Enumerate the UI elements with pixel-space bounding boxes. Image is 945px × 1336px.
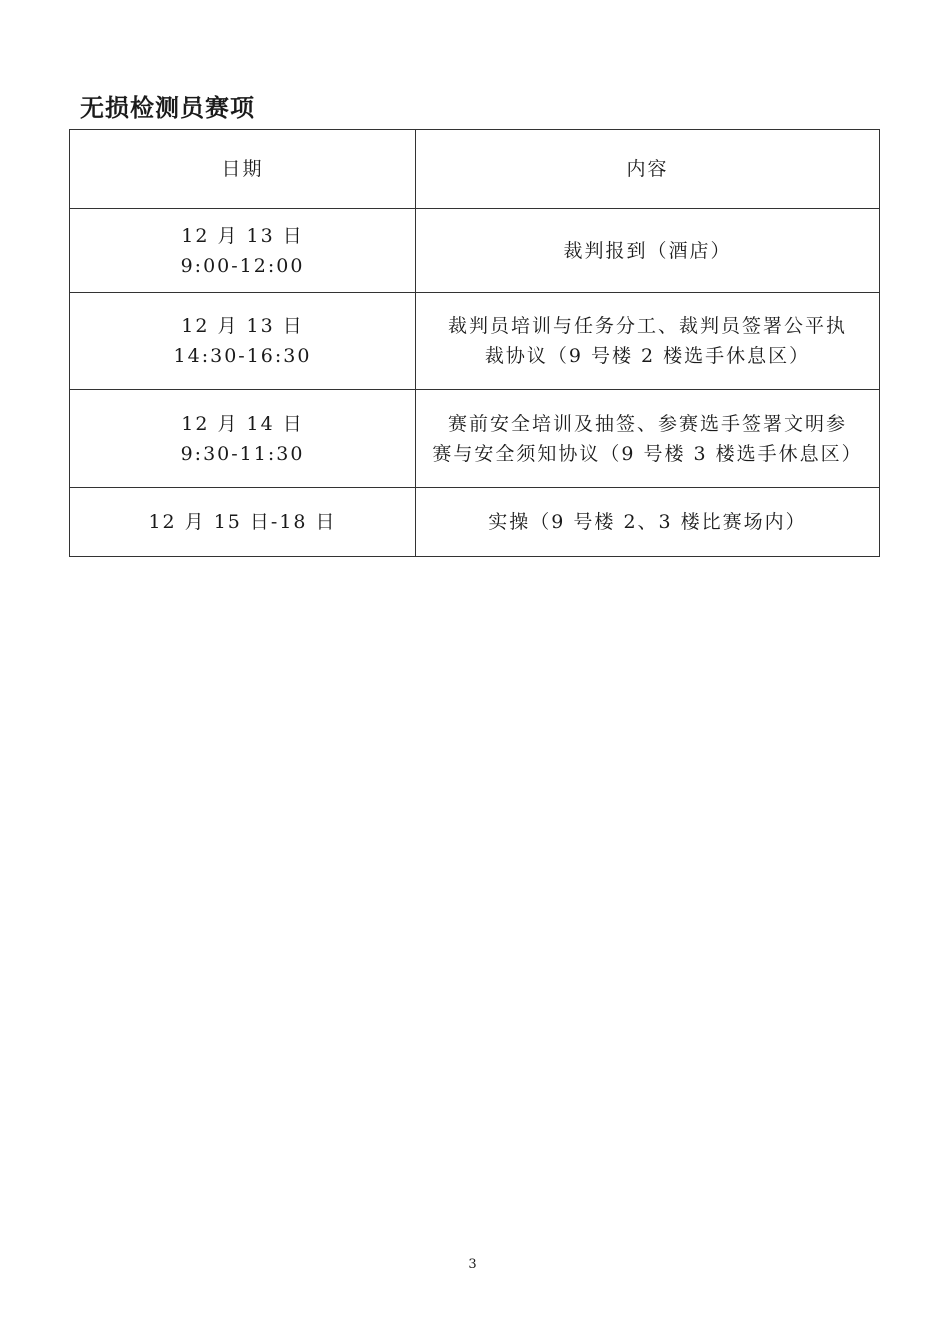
content-cell xyxy=(416,488,880,557)
time-text: 9:30-11:30 xyxy=(180,442,305,465)
date-text: 12 月 15 日-18 日 xyxy=(148,511,337,533)
table-row xyxy=(70,488,880,557)
content-text: 裁判员培训与任务分工、裁判员签署公平执 xyxy=(447,315,847,337)
table-row xyxy=(70,209,880,293)
date-cell xyxy=(70,390,416,488)
content-cell xyxy=(416,293,880,390)
section-title: 无损检测员赛项 xyxy=(80,94,255,122)
schedule-table xyxy=(69,129,880,557)
table-header-row xyxy=(70,130,880,209)
content-text: 赛与安全须知协议（9 号楼 3 楼选手休息区） xyxy=(432,442,863,465)
time-text: 14:30-16:30 xyxy=(173,345,312,367)
time-text: 9:00-12:00 xyxy=(180,254,305,277)
content-text: 裁判报到（酒店） xyxy=(563,239,732,262)
date-cell xyxy=(70,293,416,390)
date-cell xyxy=(70,488,416,557)
content-cell xyxy=(416,209,880,293)
date-text: 12 月 13 日 xyxy=(181,224,304,247)
content-text: 实操（9 号楼 2、3 楼比赛场内） xyxy=(488,511,807,533)
content-cell xyxy=(416,390,880,488)
header-content: 内容 xyxy=(416,130,880,209)
date-cell xyxy=(70,209,416,293)
content-text: 赛前安全培训及抽签、参赛选手签署文明参 xyxy=(447,412,847,435)
table-row xyxy=(70,293,880,390)
header-date: 日期 xyxy=(70,130,416,209)
page-number: 3 xyxy=(468,1257,477,1272)
table-row xyxy=(70,390,880,488)
date-text: 12 月 14 日 xyxy=(181,412,304,435)
content-text: 裁协议（9 号楼 2 楼选手休息区） xyxy=(484,345,811,367)
date-text: 12 月 13 日 xyxy=(181,315,304,337)
